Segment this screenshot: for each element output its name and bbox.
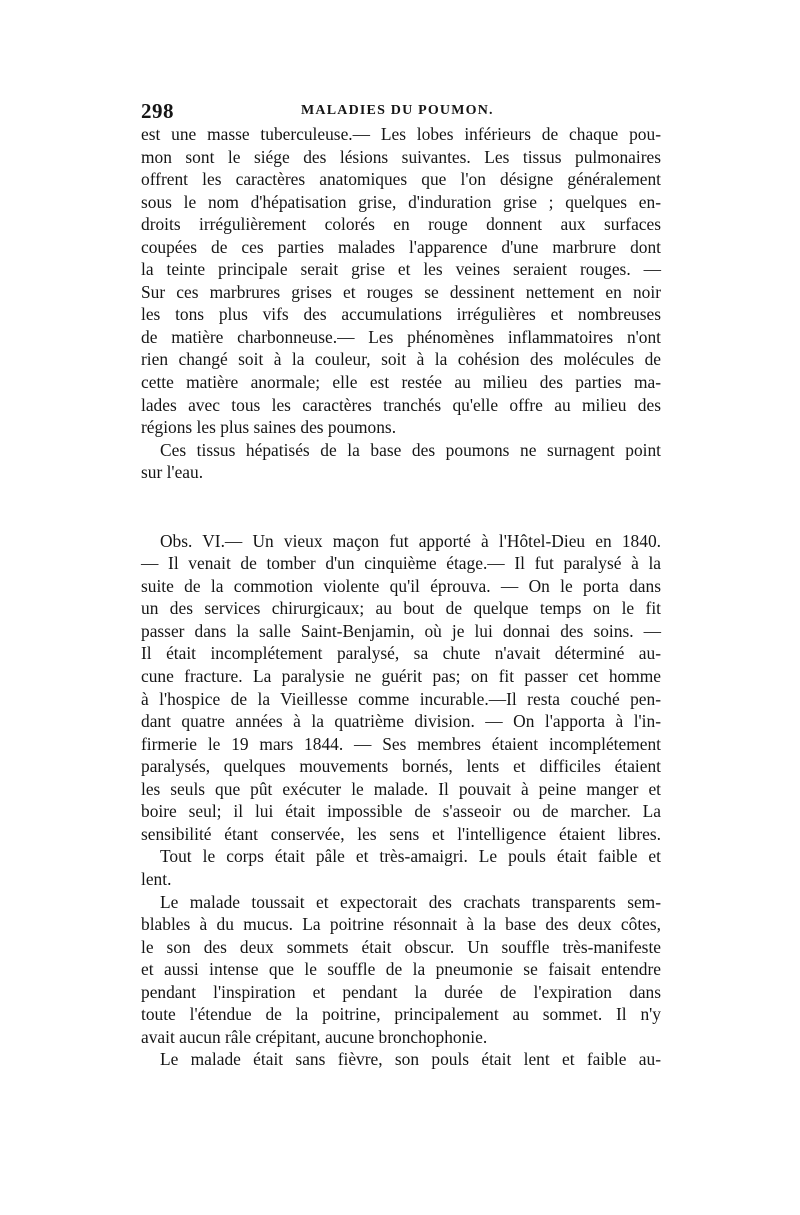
text-line: de matière charbonneuse.— Les phénomènes inflammatoires n'ont — [141, 326, 661, 347]
section-gap — [141, 484, 661, 530]
text-line: rien changé soit à la couleur, soit à la cohésion des molécules de — [141, 349, 661, 370]
body-text — [141, 123, 661, 1071]
text-line: les tons plus vifs des accumulations irrégulières et nombreuses — [141, 304, 661, 325]
text-line: coupées de ces parties malades l'apparence d'une marbrure dont — [141, 236, 661, 257]
paragraph-5 — [141, 891, 661, 1049]
text-line: suite de la commotion violente qu'il éprouva. — On le porta dans — [141, 575, 661, 596]
text-line: cette matière anormale; elle est restée au milieu des parties ma- — [141, 372, 661, 393]
text-line: paralysés, quelques mouvements bornés, lents et difficiles étaient — [141, 756, 661, 777]
running-title: MALADIES DU POUMON. — [301, 103, 494, 118]
text-line: dant quatre années à la quatrième division. — On l'apporta à l'in- — [141, 711, 661, 732]
text-line: Tout le corps était pâle et très-amaigri. Le pouls était faible et — [160, 846, 661, 867]
text-line: Le malade était sans fièvre, son pouls était lent et faible au- — [160, 1049, 661, 1070]
paragraph-6 — [141, 1048, 661, 1071]
text-line: un des services chirurgicaux; au bout de quelque temps on le fit — [141, 598, 661, 619]
text-line: et aussi intense que le souffle de la pneumonie se faisait entendre — [141, 959, 661, 980]
text-line: mon sont le siége des lésions suivantes. Les tissus pulmonaires — [141, 146, 661, 167]
text-line: sous le nom d'hépatisation grise, d'induration grise ; quelques en- — [141, 191, 661, 212]
paragraph-4 — [141, 845, 661, 890]
text-line: Le malade toussait et expectorait des crachats transparents sem- — [160, 891, 661, 912]
text-line: blables à du mucus. La poitrine résonnait à la base des deux côtes, — [141, 914, 661, 935]
text-line: la teinte principale serait grise et les veines seraient rouges. — — [141, 259, 661, 280]
text-line: avait aucun râle crépitant, aucune bronchophonie. — [141, 1026, 488, 1047]
text-line: passer dans la salle Saint-Benjamin, où je lui donnai des soins. — — [141, 620, 661, 641]
text-line: firmerie le 19 mars 1844. — Ses membres étaient incomplétement — [141, 733, 661, 754]
text-line: Ces tissus hépatisés de la base des poumons ne surnagent point — [160, 439, 661, 460]
text-line: — Il venait de tomber d'un cinquième étage.— Il fut paralysé à la — [141, 553, 661, 574]
page-number: 298 — [141, 99, 174, 123]
text-line: pendant l'inspiration et pendant la durée de l'expiration dans — [141, 981, 661, 1002]
page-header — [141, 99, 661, 125]
text-line: droits irrégulièrement colorés en rouge donnent aux surfaces — [141, 214, 661, 235]
observation-paragraph — [141, 530, 661, 846]
text-line: régions les plus saines des poumons. — [141, 417, 397, 438]
text-line: est une masse tuberculeuse.— Les lobes inférieurs de chaque pou- — [141, 124, 661, 144]
text-line: sur l'eau. — [141, 462, 204, 483]
text-line: Il était incomplétement paralysé, sa chute n'avait déterminé au- — [141, 643, 661, 664]
text-line: à l'hospice de la Vieillesse comme incurable.—Il resta couché pen- — [141, 688, 661, 709]
observation-heading-line: Obs. VI.— Un vieux maçon fut apporté à l'Hôtel-Dieu en 1840. — [160, 530, 661, 551]
paragraph-2 — [141, 439, 661, 484]
text-line: lades avec tous les caractères tranchés qu'elle offre au milieu des — [141, 394, 661, 415]
text-line: toute l'étendue de la poitrine, principalement au sommet. Il n'y — [141, 1004, 661, 1025]
text-line: les seuls que pût exécuter le malade. Il pouvait à peine manger et — [141, 778, 661, 799]
text-line: sensibilité étant conservée, les sens et l'intelligence étaient libres. — [141, 823, 661, 844]
text-line: Sur ces marbrures grises et rouges se dessinent nettement en noir — [141, 281, 661, 302]
text-line: offrent les caractères anatomiques que l'on désigne généralement — [141, 169, 661, 190]
text-line: lent. — [141, 868, 172, 889]
text-line: boire seul; il lui était impossible de s'asseoir ou de marcher. La — [141, 801, 661, 822]
paragraph-1 — [141, 123, 661, 439]
text-line: cune fracture. La paralysie ne guérit pas; on fit passer cet homme — [141, 666, 661, 687]
text-line: le son des deux sommets était obscur. Un souffle très-manifeste — [141, 936, 661, 957]
